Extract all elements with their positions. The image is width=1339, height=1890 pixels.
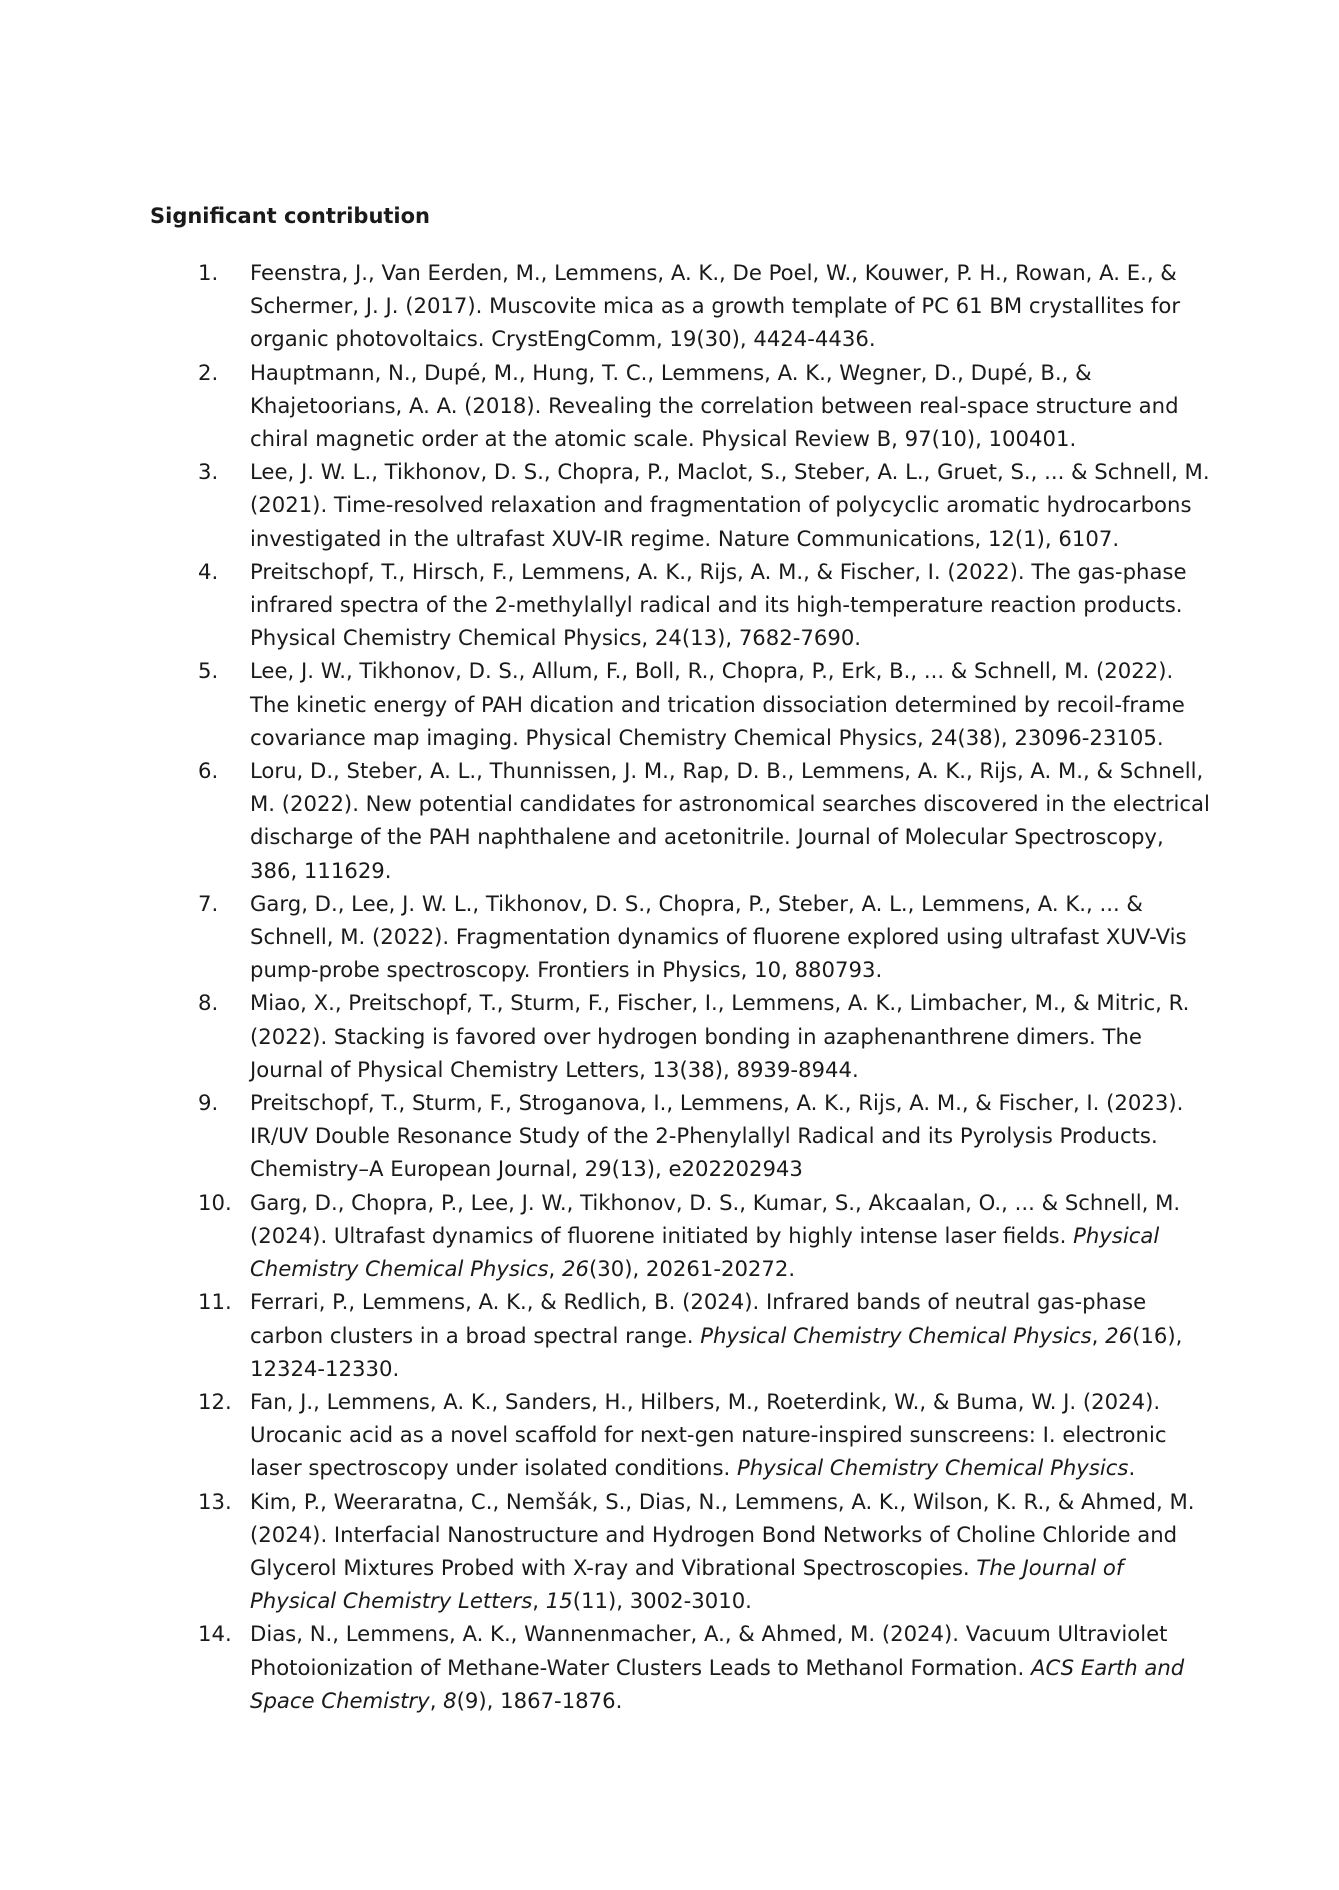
- section-heading: Significant contribution: [150, 204, 431, 228]
- reference-item: [150, 1385, 1210, 1485]
- reference-text: [250, 1190, 1180, 1281]
- reference-item: [150, 654, 1210, 754]
- reference-number: 5.: [198, 658, 219, 684]
- reference-segment: (16), 12324-12330.: [250, 1322, 1183, 1381]
- reference-text: [250, 1090, 1183, 1181]
- reference-number: 11.: [198, 1289, 232, 1315]
- reference-text: [250, 260, 1180, 351]
- reference-segment: Miao, X., Preitschopf, T., Sturm, F., Fischer, I., Lemmens, A. K., Limbacher, M., & Mitric, R. (2022). Stacking is favored over hydrogen bonding in azaphenanthrene dimers. The Journal of Physical Chemistry Letters, 13(38), 8939-8944.: [250, 990, 1190, 1082]
- reference-segment: Hauptmann, N., Dupé, M., Hung, T. C., Lemmens, A. K., Wegner, D., Dupé, B., & Khajetoorians, A. A. (2018). Revealing the correlation between real-space structure and chiral magnetic order at the atomic scale. Physical Review B, 97(10), 100401.: [250, 359, 1179, 452]
- reference-text: [250, 1389, 1166, 1480]
- reference-segment: Kim, P., Weeraratna, C., Nemšák, S., Dias, N., Lemmens, A. K., Wilson, K. R., & Ahmed, M. (2024). Interfacial Nanostructure and Hydrogen Bond Networks of Choline Chloride and Glycerol Mixtures Probed with X-ray and Vibrational Spectroscopies.: [250, 1488, 1195, 1580]
- reference-number: 7.: [198, 890, 219, 916]
- reference-number: 8.: [198, 990, 219, 1016]
- reference-segment: (11), 3002-3010.: [572, 1588, 752, 1614]
- reference-italic-segment: 26: [562, 1256, 589, 1282]
- reference-italic-segment: 8: [443, 1687, 457, 1713]
- reference-item: [150, 1086, 1210, 1186]
- reference-list: [150, 256, 1210, 1717]
- reference-segment: Ferrari, P., Lemmens, A. K., & Redlich, B. (2024). Infrared bands of neutral gas-phase carbon clusters in a broad spectral range.: [250, 1289, 1147, 1348]
- reference-italic-segment: The Journal of Physical Chemistry Letters: [250, 1554, 1124, 1614]
- reference-segment: Garg, D., Lee, J. W. L., Tikhonov, D. S., Chopra, P., Steber, A. L., Lemmens, A. K., ... & Schnell, M. (2022). Fragmentation dynamics of fluorene explored using ultrafast XUV-Vis pump-probe spectroscopy. Frontiers in Physics, 10, 880793.: [250, 890, 1187, 983]
- reference-segment: ,: [429, 1687, 444, 1713]
- reference-number: 1.: [198, 260, 219, 285]
- reference-segment: ,: [532, 1588, 546, 1614]
- reference-text: [250, 658, 1185, 749]
- reference-item: [150, 754, 1210, 887]
- reference-item: [150, 1285, 1210, 1385]
- reference-text: [250, 990, 1189, 1081]
- reference-text: [250, 1489, 1195, 1614]
- reference-number: 6.: [198, 758, 219, 784]
- reference-segment: ,: [1091, 1322, 1106, 1348]
- reference-segment: Garg, D., Chopra, P., Lee, J. W., Tikhonov, D. S., Kumar, S., Akcaalan, O., ... & Schnell, M. (2024). Ultrafast dynamics of fluorene initiated by highly intense laser fields.: [250, 1189, 1181, 1248]
- reference-text: [250, 1289, 1182, 1380]
- reference-segment: ,: [548, 1256, 562, 1282]
- reference-italic-segment: 26: [1105, 1322, 1133, 1348]
- reference-segment: Loru, D., Steber, A. L., Thunnissen, J. M., Rap, D. B., Lemmens, A. K., Rijs, A. M., & Schnell, M. (2022). New potential candidates for astronomical searches discovered in the electrical discharge of the PAH naphthalene and acetonitrile. Journal of Molecular Spectroscopy, 386, 111629.: [250, 758, 1210, 883]
- reference-segment: (9), 1867-1876.: [456, 1687, 623, 1713]
- reference-segment: Preitschopf, T., Hirsch, F., Lemmens, A. K., Rijs, A. M., & Fischer, I. (2022). The gas-phase infrared spectra of the 2-methylallyl radical and its high-temperature reaction products. Physical Chemistry Chemical Physics, 24(13), 7682-7690.: [250, 558, 1187, 651]
- reference-segment: Fan, J., Lemmens, A. K., Sanders, H., Hilbers, M., Roeterdink, W., & Buma, W. J. (2024). Urocanic acid as a novel scaffold for next-gen nature-inspired sunscreens: I. electronic laser spectroscopy under isolated conditions.: [250, 1388, 1167, 1481]
- reference-segment: (30), 20261-20272.: [588, 1256, 796, 1282]
- reference-text: [250, 360, 1179, 451]
- reference-text: [250, 459, 1210, 550]
- reference-number: 14.: [198, 1621, 232, 1647]
- reference-item: [150, 455, 1210, 555]
- reference-number: 9.: [198, 1090, 219, 1116]
- reference-item: [150, 1186, 1210, 1286]
- reference-italic-segment: 15: [545, 1588, 573, 1614]
- reference-number: 10.: [198, 1189, 232, 1215]
- reference-italic-segment: ACS Earth and Space Chemistry: [250, 1654, 1185, 1713]
- reference-item: [150, 887, 1210, 987]
- reference-item: [150, 1485, 1210, 1618]
- reference-item: [150, 1617, 1210, 1717]
- reference-item: [150, 986, 1210, 1086]
- reference-item: [150, 356, 1210, 456]
- reference-italic-segment: Physical Chemistry Chemical Physics: [700, 1322, 1092, 1348]
- reference-segment: Preitschopf, T., Sturm, F., Stroganova, I., Lemmens, A. K., Rijs, A. M., & Fischer, I. (2023). IR/UV Double Resonance Study of the 2-Phenylallyl Radical and its Pyrolysis Products. Chemistry–A European Journal, 29(13), e202202943: [250, 1090, 1184, 1182]
- reference-segment: .: [1128, 1455, 1136, 1481]
- reference-segment: Lee, J. W., Tikhonov, D. S., Allum, F., Boll, R., Chopra, P., Erk, B., ... & Schnell, M. (2022). The kinetic energy of PAH dication and trication dissociation determined by recoil-frame covariance map imaging. Physical Chemistry Chemical Physics, 24(38), 23096-23105.: [250, 658, 1185, 750]
- reference-text: [250, 758, 1210, 883]
- reference-item: [150, 555, 1210, 655]
- reference-number: 3.: [198, 459, 219, 485]
- reference-number: 13.: [198, 1488, 232, 1514]
- reference-number: 12.: [198, 1388, 232, 1414]
- reference-item: [150, 256, 1210, 356]
- reference-italic-segment: Physical Chemistry Chemical Physics: [737, 1455, 1129, 1481]
- reference-segment: Dias, N., Lemmens, A. K., Wannenmacher, A., & Ahmed, M. (2024). Vacuum Ultraviolet Photoionization of Methane-Water Clusters Leads to Methanol Formation.: [250, 1621, 1168, 1680]
- reference-segment: Lee, J. W. L., Tikhonov, D. S., Chopra, P., Maclot, S., Steber, A. L., Gruet, S., ... & Schnell, M. (2021). Time-resolved relaxation and fragmentation of polycyclic aromatic hydrocarbons investigated in the ultrafast XUV-IR regime. Nature Communications, 12(1), 6107.: [250, 459, 1210, 551]
- reference-segment: Feenstra, J., Van Eerden, M., Lemmens, A. K., De Poel, W., Kouwer, P. H., Rowan, A. E., & Schermer, J. J. (2017). Muscovite mica as a growth template of PC 61 BM crystallites for organic photovoltaics. CrystEngComm, 19(30), 4424-4436.: [250, 260, 1181, 352]
- reference-number: 4.: [198, 558, 219, 584]
- reference-text: [250, 891, 1187, 982]
- reference-text: [250, 1621, 1184, 1712]
- reference-number: 2.: [198, 359, 219, 385]
- reference-text: [250, 559, 1187, 650]
- reference-italic-segment: Physical Chemistry Chemical Physics: [250, 1222, 1160, 1282]
